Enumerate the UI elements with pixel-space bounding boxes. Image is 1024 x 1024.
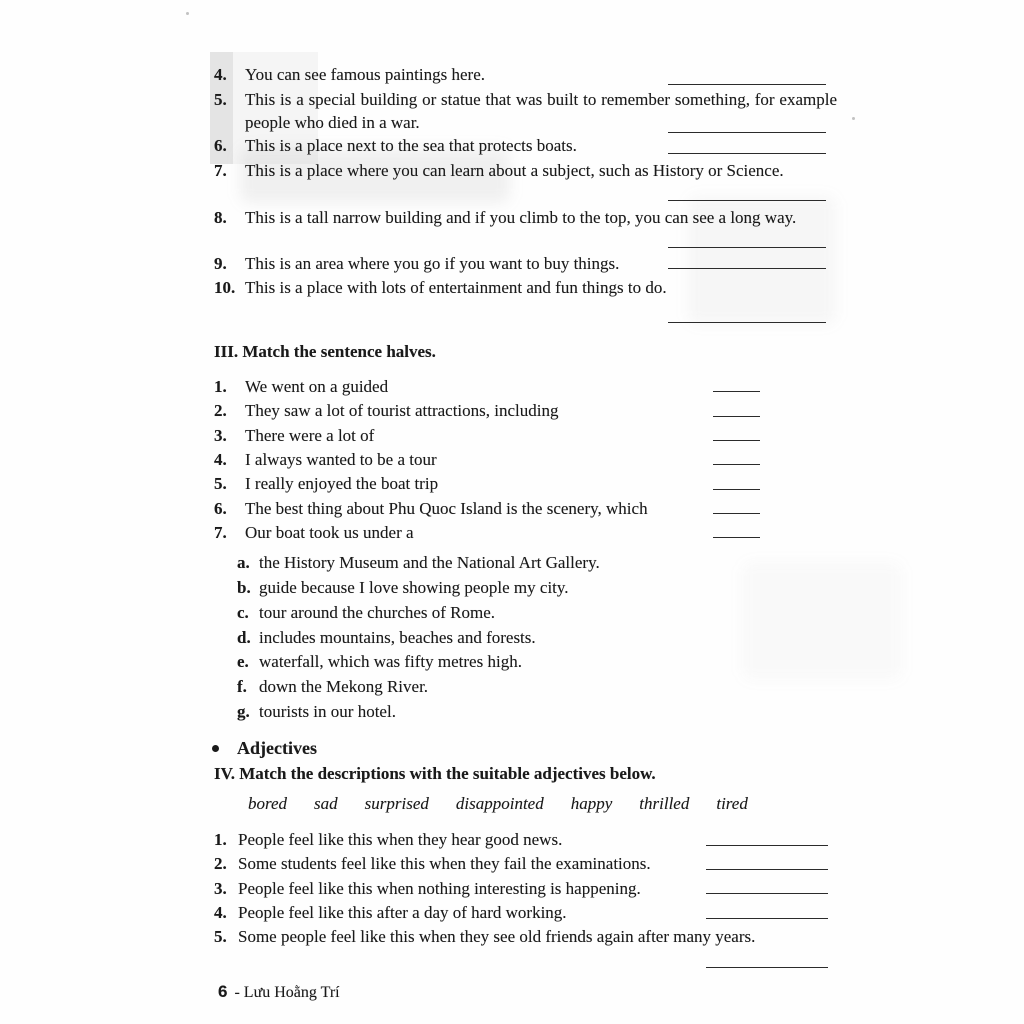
exercise2-item-10 (214, 276, 667, 299)
item-text: This is an area where you go if you want to buy things. (245, 254, 620, 273)
item-number: 8. (214, 208, 227, 227)
match-blank (713, 489, 760, 490)
scan-speck (186, 12, 189, 15)
option-letter: c. (237, 603, 249, 622)
exercise3-item-6 (214, 497, 648, 520)
exercise3-option-b (237, 576, 569, 599)
option-letter: g. (237, 702, 250, 721)
footer-author: - Lưu Hoằng Trí (234, 984, 340, 1001)
item-text: Our boat took us under a (245, 523, 414, 542)
item-number: 3. (214, 426, 227, 445)
item-number: 10. (214, 278, 236, 297)
answer-blank (668, 268, 826, 269)
exercise3-option-c (237, 601, 495, 624)
word-bank-item: bored (248, 794, 288, 813)
adjectives-heading (212, 738, 317, 759)
exercise3-option-a (237, 551, 600, 574)
option-text: tourists in our hotel. (259, 702, 396, 721)
item-number: 9. (214, 254, 227, 273)
option-text: down the Mekong River. (259, 677, 429, 696)
exercise3-item-3 (214, 424, 374, 447)
option-text: includes mountains, beaches and forests. (259, 628, 536, 647)
exercise3-option-d (237, 626, 536, 649)
answer-blank (668, 247, 826, 248)
exercise2-item-7 (214, 159, 784, 182)
exercise4-item-1 (214, 828, 562, 851)
item-text: This is a tall narrow building and if you climb to the top, you can see a long way. (245, 208, 797, 227)
exercise3-item-5 (214, 472, 438, 495)
option-text: tour around the churches of Rome. (259, 603, 496, 622)
item-text: This is a place where you can learn about a subject, such as History or Science. (245, 161, 784, 180)
answer-blank (668, 84, 826, 85)
answer-blank (668, 322, 826, 323)
item-number: 3. (214, 879, 227, 898)
item-text: People feel like this when they hear good news. (238, 830, 563, 849)
item-text: This is a special building or statue that was built to remember something, for example people who died in a war. (245, 90, 837, 132)
match-blank (713, 440, 760, 441)
page-footer (218, 982, 340, 1002)
item-number: 7. (214, 161, 227, 180)
exercise2-item-9 (214, 252, 619, 275)
adjectives-heading-label: Adjectives (237, 738, 317, 758)
item-text: This is a place next to the sea that protects boats. (245, 136, 577, 155)
word-bank-item: happy (570, 794, 613, 813)
exercise3-option-f (237, 675, 428, 698)
option-letter: d. (237, 628, 251, 647)
item-number: 4. (214, 65, 227, 84)
option-text: waterfall, which was fifty metres high. (259, 652, 522, 671)
word-bank-item: thrilled (639, 794, 690, 813)
answer-blank (706, 893, 828, 894)
item-number: 2. (214, 854, 227, 873)
item-text: There were a lot of (245, 426, 375, 445)
item-number: 5. (214, 90, 227, 109)
bullet-icon (212, 745, 219, 752)
word-bank-item: sad (314, 794, 338, 813)
item-number: 6. (214, 499, 227, 518)
exercise4-title: IV. Match the descriptions with the suitable adjectives below. (214, 764, 656, 783)
scan-speck (852, 117, 855, 120)
answer-blank (668, 153, 826, 154)
item-text: I really enjoyed the boat trip (245, 474, 439, 493)
match-blank (713, 416, 760, 417)
adjective-word-bank (248, 794, 748, 814)
exercise4-item-4 (214, 901, 567, 924)
item-number: 5. (214, 474, 227, 493)
exercise3-option-g (237, 700, 396, 723)
item-number: 6. (214, 136, 227, 155)
page-number: 6 (218, 982, 228, 1001)
answer-blank (706, 869, 828, 870)
item-text: I always wanted to be a tour (245, 450, 437, 469)
answer-blank (706, 918, 828, 919)
word-bank-item: tired (716, 794, 748, 813)
exercise4-item-5 (214, 925, 755, 948)
item-text: Some people feel like this when they see old friends again after many years. (238, 927, 756, 946)
item-number: 1. (214, 377, 227, 396)
answer-blank (706, 967, 828, 968)
item-number: 4. (214, 450, 227, 469)
option-letter: a. (237, 553, 250, 572)
item-number: 1. (214, 830, 227, 849)
match-blank (713, 391, 760, 392)
page-showthrough-smudge (742, 562, 902, 680)
item-text: You can see famous paintings here. (245, 65, 486, 84)
exercise2-item-4 (214, 63, 485, 86)
option-text: guide because I love showing people my city. (259, 578, 569, 597)
option-letter: b. (237, 578, 251, 597)
answer-blank (706, 845, 828, 846)
match-blank (713, 513, 760, 514)
exercise3-option-e (237, 650, 522, 673)
exercise3-title: III. Match the sentence halves. (214, 342, 436, 361)
option-letter: f. (237, 677, 247, 696)
exercise4-item-2 (214, 852, 651, 875)
exercise3-item-1 (214, 375, 388, 398)
item-number: 5. (214, 927, 227, 946)
option-letter: e. (237, 652, 249, 671)
match-blank (713, 537, 760, 538)
match-blank (713, 464, 760, 465)
item-text: This is a place with lots of entertainment and fun things to do. (245, 278, 667, 297)
exercise2-item-6 (214, 134, 577, 157)
word-bank-item: disappointed (455, 794, 544, 813)
item-number: 7. (214, 523, 227, 542)
item-number: 2. (214, 401, 227, 420)
exercise4-item-3 (214, 877, 641, 900)
item-text: We went on a guided (245, 377, 389, 396)
exercise3-item-4 (214, 448, 437, 471)
exercise2-item-5 (214, 88, 837, 134)
item-text: People feel like this after a day of hard working. (238, 903, 567, 922)
item-text: Some students feel like this when they fail the examinations. (238, 854, 651, 873)
exercise2-item-8 (214, 206, 837, 229)
word-bank-item: surprised (364, 794, 429, 813)
item-text: People feel like this when nothing interesting is happening. (238, 879, 641, 898)
answer-blank (668, 132, 826, 133)
item-text: The best thing about Phu Quoc Island is the scenery, which (245, 499, 648, 518)
item-text: They saw a lot of tourist attractions, including (245, 401, 559, 420)
exercise3-item-2 (214, 399, 559, 422)
option-text: the History Museum and the National Art Gallery. (259, 553, 600, 572)
exercise3-item-7 (214, 521, 414, 544)
answer-blank (668, 200, 826, 201)
item-number: 4. (214, 903, 227, 922)
